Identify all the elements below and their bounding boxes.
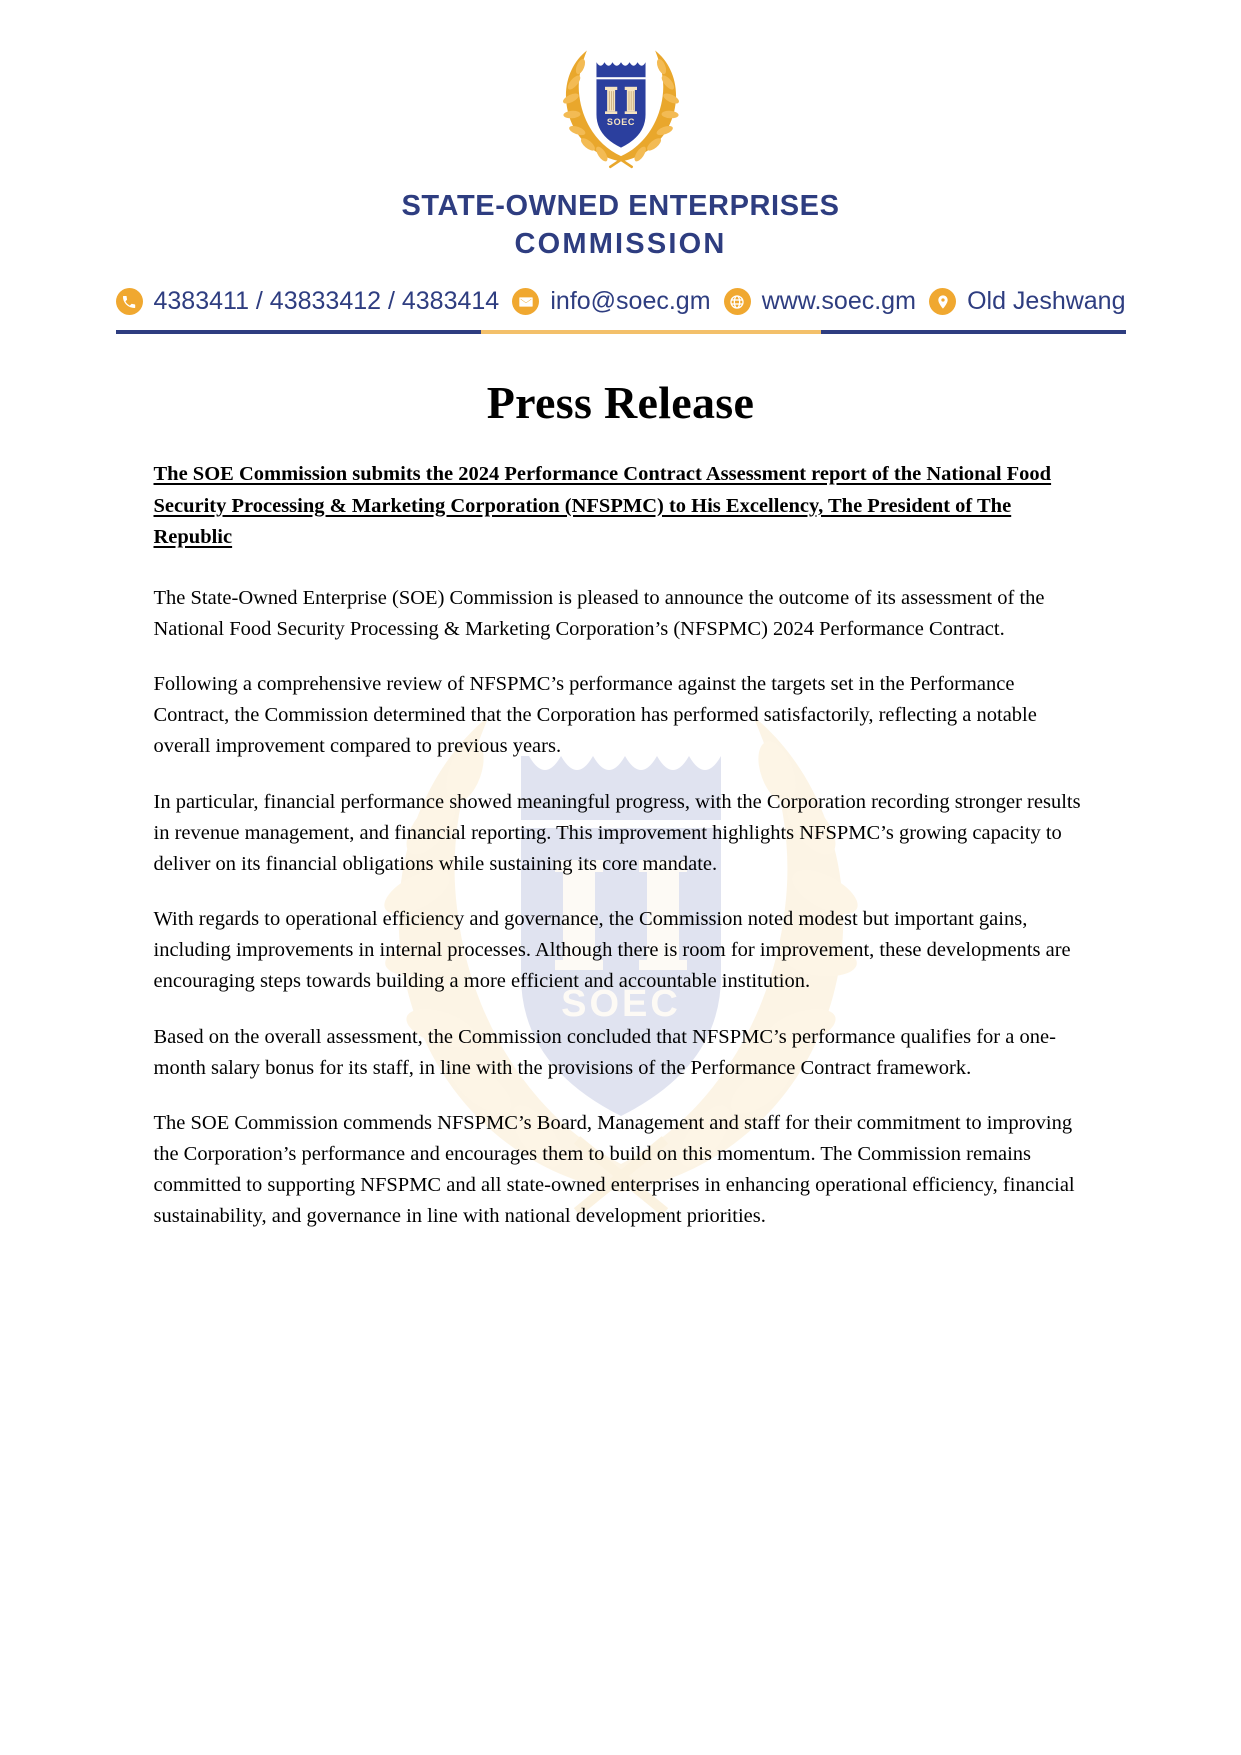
location-pin-icon xyxy=(929,288,956,315)
document-subheading: The SOE Commission submits the 2024 Performance Contract Assessment report of the National Food Security Processing & Marketing Corporation (NFSPMC) to His Excellency, The President of The Republic xyxy=(153,463,1052,548)
contact-phone-text: 4383411 / 43833412 / 4383414 xyxy=(153,287,500,316)
phone-icon xyxy=(116,288,143,315)
organization-name xyxy=(0,188,1241,263)
paragraph-3: In particular, financial performance showed meaningful progress, with the Corporation recording stronger results in revenue management, and financial reporting. This improvement highlights NFSPMC’s growing capacity to deliver on its financial obligations while sustaining its core mandate. xyxy=(153,790,1081,875)
paragraph-5: Based on the overall assessment, the Commission concluded that NFSPMC’s performance qualifies for a one-month salary bonus for its staff, in line with the provisions of the Performance Contract framework. xyxy=(153,1025,1056,1079)
contact-email[interactable] xyxy=(512,287,710,316)
header-divider-rule xyxy=(116,330,1126,334)
paragraph-1: The State-Owned Enterprise (SOE) Commission is pleased to announce the outcome of its assessment of the National Food Security Processing & Marketing Corporation’s (NFSPMC) 2024 Performance Contract. xyxy=(153,586,1045,640)
globe-icon xyxy=(724,288,751,315)
rule-segment-right xyxy=(821,330,1126,334)
contact-website[interactable] xyxy=(724,287,916,316)
svg-text:SOEC: SOEC xyxy=(560,983,681,1025)
contact-bar xyxy=(116,287,1126,316)
contact-email-text: info@soec.gm xyxy=(550,287,711,316)
logo-shield-text: SOEC xyxy=(606,117,635,128)
org-name-line-2: COMMISSION xyxy=(514,227,727,260)
contact-address[interactable] xyxy=(929,287,1125,316)
page-title: Press Release xyxy=(486,377,755,429)
contact-website-text: www.soec.gm xyxy=(761,287,916,316)
document-body xyxy=(116,376,1126,1232)
org-name-line-1: STATE-OWNED ENTERPRISES xyxy=(401,190,840,222)
paragraph-4: With regards to operational efficiency and governance, the Commission noted modest but important gains, including improvements in internal processes. Although there is room for improvement, these developments are encouraging steps towards building a more efficient and accountable institution. xyxy=(153,908,1071,993)
rule-segment-middle xyxy=(481,330,821,334)
contact-phone[interactable] xyxy=(116,287,500,316)
contact-address-text: Old Jeshwang xyxy=(967,287,1126,316)
letterhead xyxy=(0,0,1241,263)
rule-segment-left xyxy=(116,330,481,334)
envelope-icon xyxy=(512,288,539,315)
paragraph-6: The SOE Commission commends NFSPMC’s Board, Management and staff for their commitment to improving the Corporation’s performance and encourages them to build on this momentum. The Commission remains committed to supporting NFSPMC and all state-owned enterprises in enhancing operational efficiency, financial sustainability, and governance in line with national development priorities. xyxy=(153,1111,1075,1228)
soec-crest-logo xyxy=(541,42,701,166)
paragraph-2: Following a comprehensive review of NFSPMC’s performance against the targets set in the Performance Contract, the Commission determined that the Corporation has performed satisfactorily, reflecting a notable overall improvement compared to previous years. xyxy=(153,673,1037,758)
